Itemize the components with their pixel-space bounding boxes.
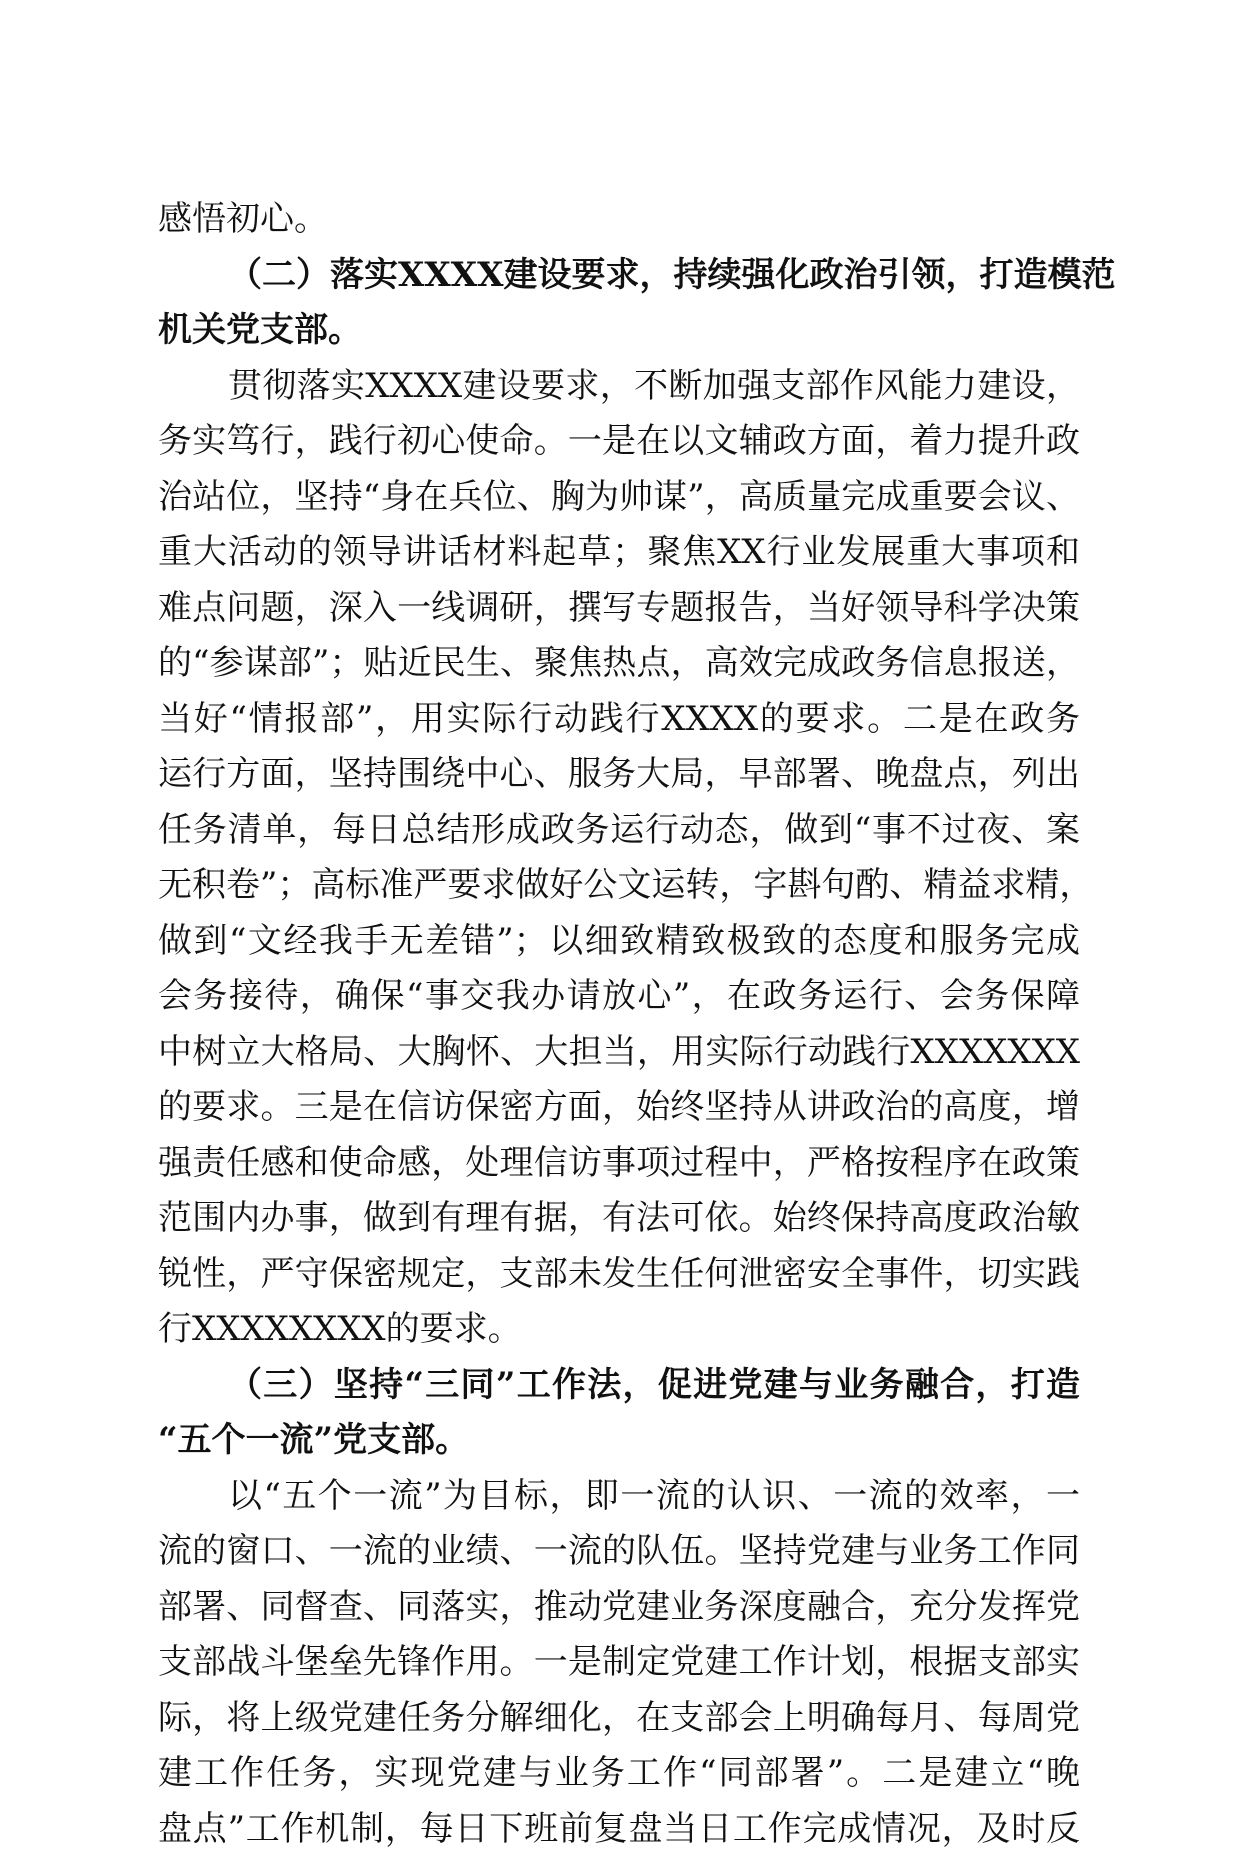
paragraph-line: 部署、同督查、同落实，推动党建业务深度融合，充分发挥党 [158,1580,1080,1636]
section-heading-line: （二）落实XXXX建设要求，持续强化政治引领，打造模范 [158,248,1080,304]
section-heading-line: 机关党支部。 [158,303,1080,359]
paragraph-line: 运行方面，坚持围绕中心、服务大局，早部署、晚盘点，列出 [158,747,1080,803]
paragraph-line: 以“五个一流”为目标，即一流的认识、一流的效率，一 [158,1469,1080,1525]
section-heading-line: （三）坚持“三同”工作法，促进党建与业务融合，打造 [158,1358,1080,1414]
paragraph-line: 流的窗口、一流的业绩、一流的队伍。坚持党建与业务工作同 [158,1524,1080,1580]
paragraph-line: 行XXXXXXXX的要求。 [158,1302,1080,1358]
paragraph-line: 重大活动的领导讲话材料起草；聚焦XX行业发展重大事项和 [158,525,1080,581]
paragraph-line: 感悟初心。 [158,192,1080,248]
paragraph-line: 建工作任务，实现党建与业务工作“同部署”。二是建立“晚 [158,1746,1080,1802]
paragraph-line: 中树立大格局、大胸怀、大担当，用实际行动践行XXXXXXX [158,1025,1080,1081]
paragraph-line: 强责任感和使命感，处理信访事项过程中，严格按程序在政策 [158,1136,1080,1192]
document-page [158,192,1080,1857]
paragraph-line: 盘点”工作机制，每日下班前复盘当日工作完成情况，及时反 [158,1802,1080,1857]
paragraph-line: 任务清单，每日总结形成政务运行动态，做到“事不过夜、案 [158,803,1080,859]
paragraph-line: 务实笃行，践行初心使命。一是在以文辅政方面，着力提升政 [158,414,1080,470]
paragraph-line: 的“参谋部”；贴近民生、聚焦热点，高效完成政务信息报送， [158,636,1080,692]
paragraph-line: 做到“文经我手无差错”；以细致精致极致的态度和服务完成 [158,914,1080,970]
paragraph-line: 支部战斗堡垒先锋作用。一是制定党建工作计划，根据支部实 [158,1635,1080,1691]
paragraph-line: 难点问题，深入一线调研，撰写专题报告，当好领导科学决策 [158,581,1080,637]
paragraph-line: 锐性，严守保密规定，支部未发生任何泄密安全事件，切实践 [158,1247,1080,1303]
paragraph-line: 范围内办事，做到有理有据，有法可依。始终保持高度政治敏 [158,1191,1080,1247]
paragraph-line: 际，将上级党建任务分解细化，在支部会上明确每月、每周党 [158,1691,1080,1747]
paragraph-line: 的要求。三是在信访保密方面，始终坚持从讲政治的高度，增 [158,1080,1080,1136]
paragraph-line: 贯彻落实XXXX建设要求，不断加强支部作风能力建设， [158,359,1080,415]
paragraph-line: 无积卷”；高标准严要求做好公文运转，字斟句酌、精益求精， [158,858,1080,914]
paragraph-line: 当好“情报部”，用实际行动践行XXXX的要求。二是在政务 [158,692,1080,748]
paragraph-line: 会务接待，确保“事交我办请放心”，在政务运行、会务保障 [158,969,1080,1025]
paragraph-line: 治站位，坚持“身在兵位、胸为帅谋”，高质量完成重要会议、 [158,470,1080,526]
section-heading-line: “五个一流”党支部。 [158,1413,1080,1469]
